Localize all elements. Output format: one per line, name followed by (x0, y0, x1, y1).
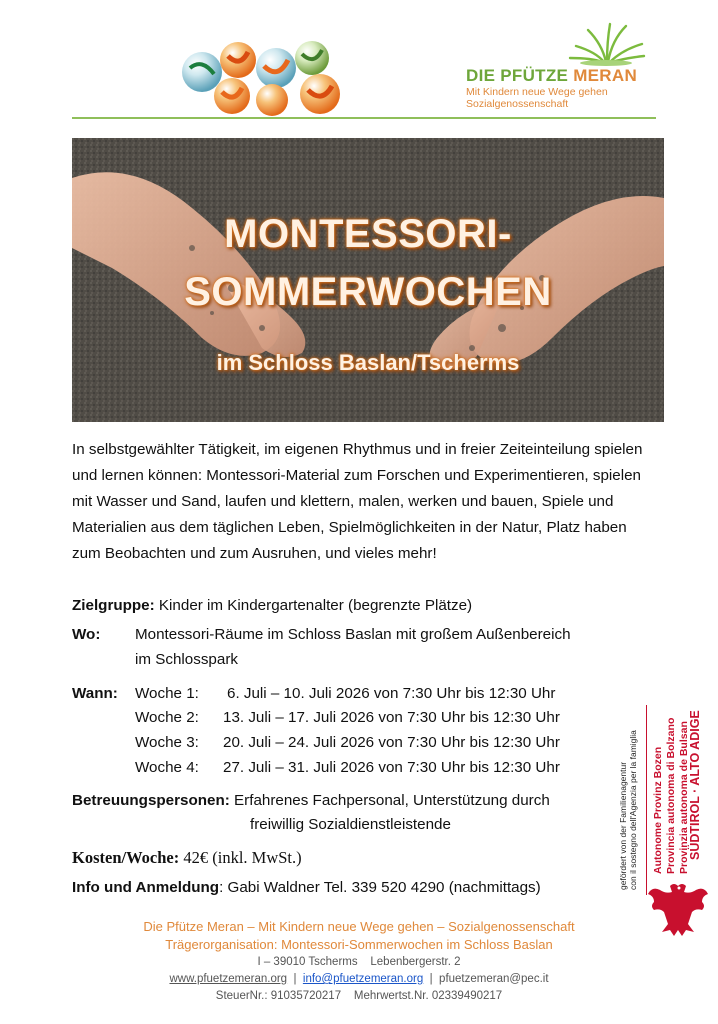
betreuung-line2: freiwillig Sozialdienstleistende (250, 816, 451, 833)
info-value: : Gabi Waldner Tel. 339 520 4290 (nachmittags) (219, 879, 541, 896)
email-link[interactable]: info@pfuetzemeran.org (302, 973, 424, 985)
org-name (466, 66, 637, 86)
betreuung-row (72, 789, 550, 813)
schedule-week: Woche 2: (135, 709, 199, 726)
kosten-value: 42€ (inkl. MwSt.) (183, 848, 302, 867)
org-logo (466, 22, 686, 112)
schedule-time: von 7:30 Uhr bis 12:30 Uhr (378, 759, 560, 776)
schedule-dates: 27. Juli – 31. Juli 2026 (223, 759, 375, 776)
info-label: Info und Anmeldung (72, 879, 220, 896)
hero-banner (72, 138, 664, 422)
betreuung-line1: Erfahrenes Fachpersonal, Unterstützung durch (234, 792, 550, 809)
schedule-time: von 7:30 Uhr bis 12:30 Uhr (378, 734, 560, 751)
schedule-row (135, 731, 560, 755)
org-tagline (466, 86, 608, 110)
hero-title-line2: SOMMERWOCHEN (184, 270, 552, 314)
province-lad: Provinzia autonoma de Bulsan (678, 721, 690, 874)
sidebar-divider (646, 705, 647, 895)
info-row (72, 876, 541, 900)
schedule-row (135, 706, 560, 730)
zielgruppe-label: Zielgruppe: (72, 597, 155, 614)
province-names (652, 718, 691, 874)
kosten-row (72, 846, 302, 870)
separator: | (426, 973, 436, 985)
wo-line2: im Schlosspark (135, 651, 238, 668)
zielgruppe-row (72, 594, 472, 618)
schedule-dates: 13. Juli – 17. Juli 2026 (223, 709, 375, 726)
province-it: Provincia autonoma di Bolzano (665, 717, 677, 874)
funding-note-line1: gefördert von der Familienagentur (618, 761, 628, 890)
grass-logo-icon (566, 22, 646, 66)
schedule-time: von 7:30 Uhr bis 12:30 Uhr (378, 709, 560, 726)
pec-link[interactable]: pfuetzemeran@pec.it (439, 973, 549, 985)
schedule-week: Woche 4: (135, 759, 199, 776)
page-header (0, 0, 718, 130)
page-footer (0, 918, 718, 1005)
org-name-part1: DIE PFÜTZE (466, 66, 569, 85)
marbles-image (180, 38, 360, 118)
footer-tax-numbers: SteuerNr.: 91035720217 Mehrwertst.Nr. 02339490217 (215, 990, 503, 1002)
header-divider (72, 117, 656, 119)
schedule-dates: 20. Juli – 24. Juli 2026 (223, 734, 375, 751)
province-de: Autonome Provinz Bozen (652, 746, 664, 874)
separator: | (290, 973, 300, 985)
website-link[interactable]: www.pfuetzemeran.org (169, 973, 288, 985)
hero-title-line1: MONTESSORI- (224, 212, 512, 256)
org-name-part2: MERAN (573, 66, 638, 85)
intro-paragraph: In selbstgewählter Tätigkeit, im eigenen Rhythmus und in freier Zeiteinteilung spielen und lernen können: Montessori-Material zum Forschen und Experimentieren, spielen mit Wasser und Sand, laufen und klettern, malen, werken und bauen, Spiele und Materialien aus dem täglichen Leben, Spielmöglichkeiten in der Natur, Platz haben zum Beobachten und zum Ausruhen, und vieles mehr! (72, 441, 643, 562)
schedule-week: Woche 3: (135, 734, 199, 751)
hero-subtitle: im Schloss Baslan/Tscherms (216, 350, 520, 375)
footer-address: I – 39010 Tscherms Lebenbergerstr. 2 (257, 956, 461, 968)
wo-label: Wo: (72, 626, 101, 643)
schedule-time: von 7:30 Uhr bis 12:30 Uhr (373, 685, 556, 702)
wo-line1: Montessori-Räume im Schloss Baslan mit großem Außenbereich (135, 626, 571, 643)
footer-contacts (0, 971, 718, 988)
kosten-label: Kosten/Woche: (72, 848, 180, 867)
betreuung-label: Betreuungspersonen: (72, 792, 230, 809)
org-tagline-line2: Sozialgenossenschaft (466, 98, 569, 110)
footer-org-line: Die Pfütze Meran – Mit Kindern neue Wege gehen – Sozialgenossenschaft (143, 919, 575, 934)
footer-organizer-line: Trägerorganisation: Montessori-Sommerwochen im Schloss Baslan (165, 937, 553, 952)
zielgruppe-value: Kinder im Kindergartenalter (begrenzte Plätze) (158, 597, 473, 614)
region-name: SÜDTIROL · ALTO ADIGE (688, 710, 702, 860)
wann-label: Wann: (72, 685, 118, 702)
schedule-row (135, 756, 560, 780)
schedule-row (135, 682, 555, 706)
funding-note (618, 730, 638, 890)
schedule-dates: 6. Juli – 10. Juli 2026 (227, 685, 370, 702)
funding-note-line2: con il sostegno dell'Agenzia per la famiglia (628, 730, 638, 890)
org-tagline-line1: Mit Kindern neue Wege gehen (466, 86, 608, 98)
schedule-week: Woche 1: (135, 685, 199, 702)
